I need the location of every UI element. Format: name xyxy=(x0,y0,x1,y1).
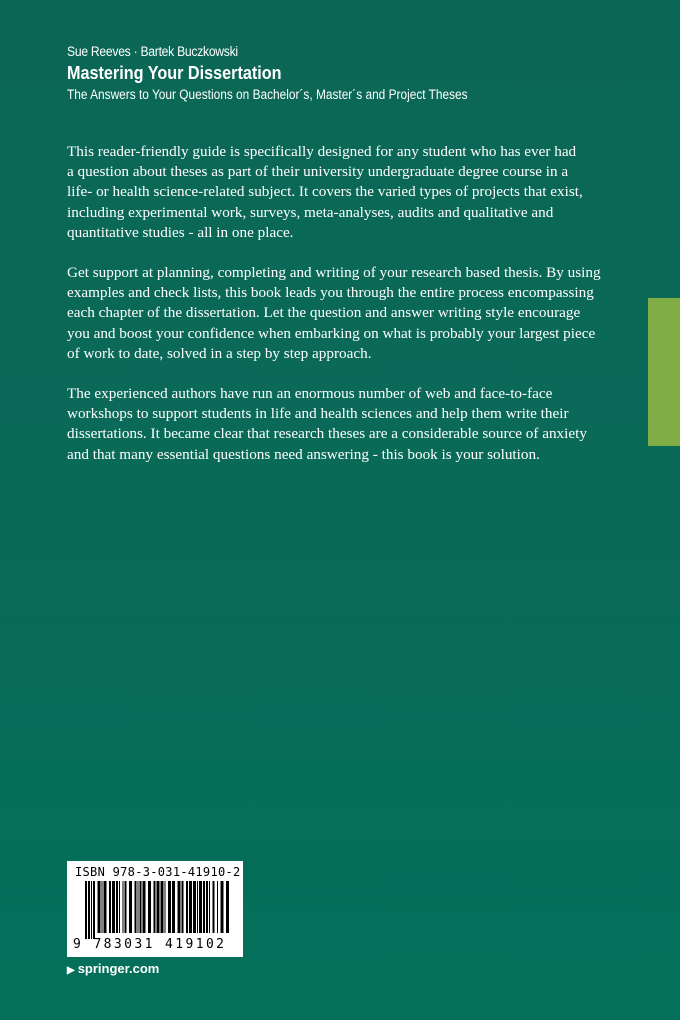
barcode-bar xyxy=(199,881,202,933)
text-line: quantitative studies - all in one place. xyxy=(67,223,294,241)
barcode-bar xyxy=(221,881,224,933)
barcode-bar xyxy=(154,881,156,933)
barcode-bar xyxy=(182,881,184,933)
text-line: The experienced authors have run an enormous number of web and face-to-face xyxy=(67,385,553,403)
text-line: workshops to support students in life and health sciences and help them write their xyxy=(67,405,569,423)
barcode-bar xyxy=(206,881,208,933)
arrow-right-icon: ▶ xyxy=(67,965,75,976)
blurb xyxy=(67,142,637,485)
barcode-bar xyxy=(93,881,95,939)
barcode-bar xyxy=(109,881,111,933)
barcode-bar xyxy=(157,881,160,933)
barcode-bar xyxy=(165,881,166,933)
cover-header xyxy=(67,44,522,102)
barcode-bars xyxy=(77,881,233,939)
book-title: Mastering Your Dissertation xyxy=(67,63,282,83)
barcode-bar xyxy=(140,881,142,933)
barcode-bar xyxy=(178,881,181,933)
barcode-bar xyxy=(125,881,127,933)
barcode-bar xyxy=(123,881,124,933)
barcode-bar xyxy=(226,881,229,933)
text-line: examples and check lists, this book leads you through the entire process encompassing xyxy=(67,284,594,302)
barcode-bar xyxy=(138,881,139,933)
barcode-bar xyxy=(129,881,132,933)
barcode-bar xyxy=(148,881,151,933)
text-line: Get support at planning, completing and writing of your research based thesis. By using xyxy=(67,264,601,282)
color-tab xyxy=(648,298,680,446)
barcode-bar xyxy=(143,881,146,933)
barcode-bar xyxy=(116,881,118,933)
barcode-bar xyxy=(104,881,107,933)
barcode-bar xyxy=(88,881,90,939)
barcode-bar xyxy=(168,881,171,933)
barcode-bar xyxy=(193,881,196,933)
barcode-bar xyxy=(112,881,115,933)
publisher-link-text: springer.com xyxy=(77,961,160,976)
text-line: a question about theses as part of their university undergraduate degree course in a xyxy=(67,163,569,181)
text-line: life- or health science-related subject. It covers the varied types of projects that exist, xyxy=(67,183,583,201)
barcode-bar xyxy=(189,881,192,933)
paragraph-1 xyxy=(67,142,637,243)
barcode-bar xyxy=(172,881,175,933)
barcode-bar xyxy=(85,881,87,939)
ean-digits: 9 783031 419102 xyxy=(73,937,227,952)
isbn-barcode xyxy=(67,861,243,957)
paragraph-2 xyxy=(67,263,637,364)
barcode-bar xyxy=(98,881,101,933)
text-line: dissertations. It became clear that research theses are a considerable source of anxiety xyxy=(67,425,587,443)
text-line: of work to date, solved in a step by step approach. xyxy=(67,344,372,362)
barcode-bar xyxy=(119,881,120,933)
text-line: and that many essential questions need answering - this book is your solution. xyxy=(67,445,540,463)
text-line: including experimental work, surveys, meta-analyses, audits and qualitative and xyxy=(67,203,554,221)
text-line: each chapter of the dissertation. Let the question and answer writing style encourage xyxy=(67,304,581,322)
barcode-bar xyxy=(186,881,188,933)
barcode-bar xyxy=(135,881,137,933)
authors: Sue Reeves · Bartek Buczkowski xyxy=(67,44,238,59)
text-line: you and boost your confidence when embarking on what is probably your largest piece xyxy=(67,324,596,342)
barcode-bar xyxy=(102,881,103,933)
barcode-bar xyxy=(213,881,215,933)
paragraph-3 xyxy=(67,384,637,465)
barcode-bar xyxy=(161,881,164,933)
barcode-bar xyxy=(91,881,92,939)
barcode-bar xyxy=(203,881,205,933)
text-line: This reader-friendly guide is specifically designed for any student who has ever had xyxy=(67,143,577,160)
publisher-link[interactable] xyxy=(67,961,159,976)
isbn-label: ISBN 978-3-031-41910-2 xyxy=(75,865,241,879)
barcode-bar xyxy=(217,881,218,933)
barcode-bar xyxy=(209,881,210,933)
book-subtitle: The Answers to Your Questions on Bachelor´s, Master´s and Project Theses xyxy=(67,87,468,102)
barcode-bar xyxy=(197,881,198,933)
